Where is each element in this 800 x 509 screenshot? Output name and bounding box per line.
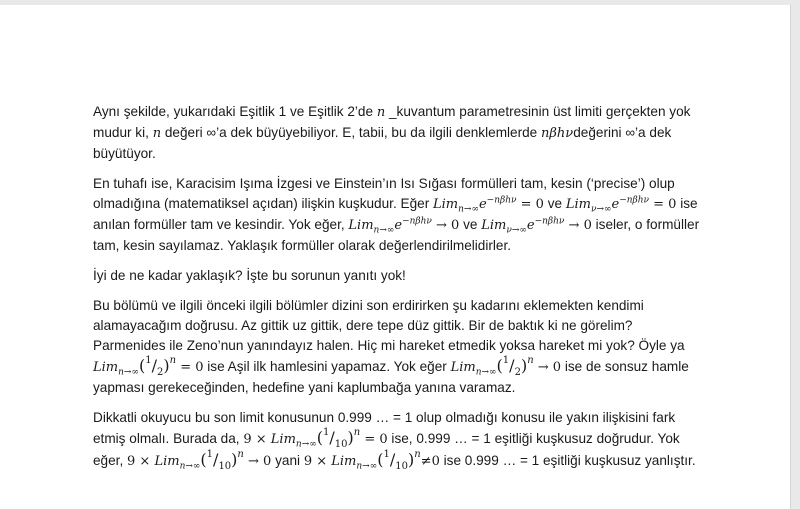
math-n: n <box>376 105 386 120</box>
text: Bu bölümü ve ilgili önceki ilgili bölümler dizini son erdirirken şu kadarını eklemekten kendimi alamayacağım doğrusu. Az gittik uz gittik, dere tepe düz gittik. Bir de baktık ki ne görelim? Parmenides ile Zeno’nun yanındayız halen. Hiç mi hareket etmedik yoksa hareket mi yok? Öyle ya <box>93 298 685 353</box>
text: _kuvantum parametresinin üst limiti gerçekten yok mudur ki, <box>93 104 691 140</box>
math-arrow: → 0 <box>564 218 592 233</box>
paragraph-1 <box>93 102 703 164</box>
paragraph-3: İyi de ne kadar yaklaşık? İşte bu sorunun yanıtı yok! <box>93 268 406 283</box>
math-coef: 9 × <box>303 454 332 469</box>
math-fraction: $(^1/_{10})^n$ <box>200 448 244 473</box>
text: yani <box>271 453 304 468</box>
paragraph-2 <box>93 174 703 256</box>
math-lim: Lim$_{n\to\infty}$ <box>93 360 139 378</box>
math-n: n <box>152 126 162 141</box>
math-fraction: $(^1/_2)^n$ <box>138 354 177 379</box>
text: ve <box>543 196 566 211</box>
math-lim: Lim$_{n\to\infty}$ <box>154 454 201 472</box>
math-fraction: $(^1/_{10})^n$ <box>377 448 421 473</box>
math-fraction: $(^1/_2)^n$ <box>496 354 534 379</box>
math-coef: 9 × <box>243 432 271 447</box>
text: ise anılan formüller tam ve kesindir. Yok eğer, <box>93 196 698 232</box>
text: ise 0.999 … = 1 eşitliği kuşkusuz yanlıştır. <box>439 453 696 468</box>
math-fraction: $(^1/_{10})^n$ <box>316 426 361 451</box>
math-lim: $Lim_{\nu\to\infty}e^{-n\beta h\nu}$ <box>565 195 649 215</box>
text: iseler, o formüller tam, kesin sayılamaz. Yaklaşık formüller olarak değerlendirilmelidirler. <box>93 217 700 253</box>
text: Aynı şekilde, yukarıdaki Eşitlik 1 ve Eşitlik 2’de <box>93 104 377 119</box>
math-lim: Lim$_{n\to\infty}$ <box>270 432 317 450</box>
math-lim: $Lim_{\nu\to\infty}e^{-n\beta h\nu}$ <box>481 216 565 236</box>
document-body <box>93 102 703 482</box>
math-arrow: → 0 <box>533 360 562 375</box>
math-arrow: → 0 <box>243 454 272 469</box>
text: ise Aşil ilk hamlesini yapamaz. Yok eğer <box>203 359 451 374</box>
math-eq: = 0 <box>649 197 677 212</box>
text: ise de sonsuz hamle yapması gerekeceğinden, hedefine yani kaplumbağa yanına varamaz. <box>93 359 689 395</box>
math-lim: $Lim_{n\to\infty}e^{-n\beta h\nu}$ <box>348 216 432 236</box>
math-eq: = 0 <box>176 360 204 375</box>
math-lim: $Lim_{n\to\infty}e^{-n\beta h\nu}$ <box>433 195 517 215</box>
paragraph-5 <box>93 408 703 472</box>
math-lim: Lim$_{n\to\infty}$ <box>450 360 497 378</box>
math-expr: nβhν <box>541 126 574 141</box>
math-eq: = 0 <box>360 432 388 447</box>
text: ve <box>459 217 482 232</box>
math-neq: ≠0 <box>420 454 440 469</box>
math-arrow: → 0 <box>431 218 460 233</box>
text: En tuhafı ise, Karacisim Işıma İzgesi ve Einstein’ın Isı Sığası formülleri tam, kesin (‘precise’) olup olmadığına (matematiksel açıdan) ilişkin kuşkudur. Eğer <box>93 176 675 211</box>
paragraph-4 <box>93 296 703 398</box>
text: ise, 0.999 … = 1 eşitliği kuşkusuz doğrudur. Yok eğer, <box>93 431 680 468</box>
math-lim: Lim$_{n\to\infty}$ <box>331 454 378 472</box>
math-eq: = 0 <box>516 197 544 212</box>
text: değeri ∞’a dek büyüyebiliyor. E, tabii, bu da ilgili denklemlerde <box>161 125 542 140</box>
text: Dikkatli okuyucu bu son limit konusunun 0.999 … = 1 olup olmadığı konusu ile yakın ilişkisini fark etmiş olmalı. Burada da, <box>93 410 676 446</box>
document-page <box>0 5 791 509</box>
text: değerini ∞’a dek büyütüyor. <box>93 125 672 161</box>
math-coef: 9 × <box>127 454 155 469</box>
